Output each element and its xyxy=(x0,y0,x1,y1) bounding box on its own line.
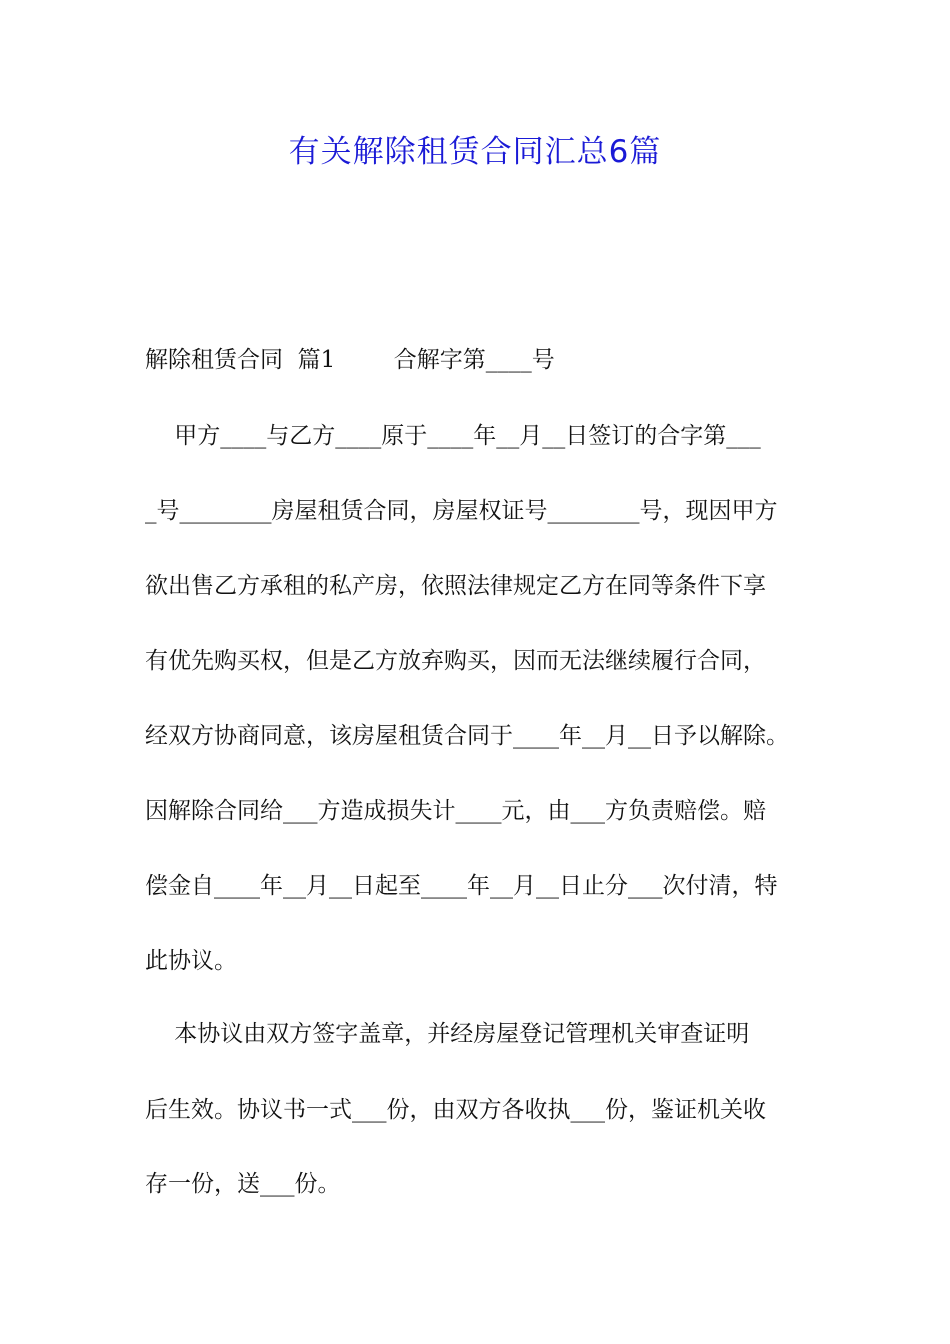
document-title: 有关解除租赁合同汇总6篇 xyxy=(288,134,662,170)
contract-heading-line: 解除租赁合同 篇1 合解字第____号 xyxy=(145,347,555,373)
body-line: 有优先购买权，但是乙方放弃购买，因而无法继续履行合同， xyxy=(145,648,766,674)
body-line: 甲方____与乙方____原于____年__月__日签订的合字第___ xyxy=(145,423,761,449)
body-line: 偿金自____年__月__日起至____年__月__日止分___次付清，特 xyxy=(145,873,778,899)
body-line: 因解除合同给___方造成损失计____元，由___方负责赔偿。赔 xyxy=(145,798,766,824)
body-line: 后生效。协议书一式___份，由双方各收执___份，鉴证机关收 xyxy=(145,1097,766,1123)
body-line: _号________房屋租赁合同，房屋权证号________号，现因甲方 xyxy=(145,498,778,524)
body-line: 此协议。 xyxy=(145,948,237,974)
body-line: 经双方协商同意，该房屋租赁合同于____年__月__日予以解除。 xyxy=(145,723,789,749)
body-line: 欲出售乙方承租的私产房，依照法律规定乙方在同等条件下享 xyxy=(145,573,766,599)
body-line: 存一份，送___份。 xyxy=(145,1171,341,1197)
body-line: 本协议由双方签字盖章，并经房屋登记管理机关审查证明 xyxy=(145,1021,750,1047)
